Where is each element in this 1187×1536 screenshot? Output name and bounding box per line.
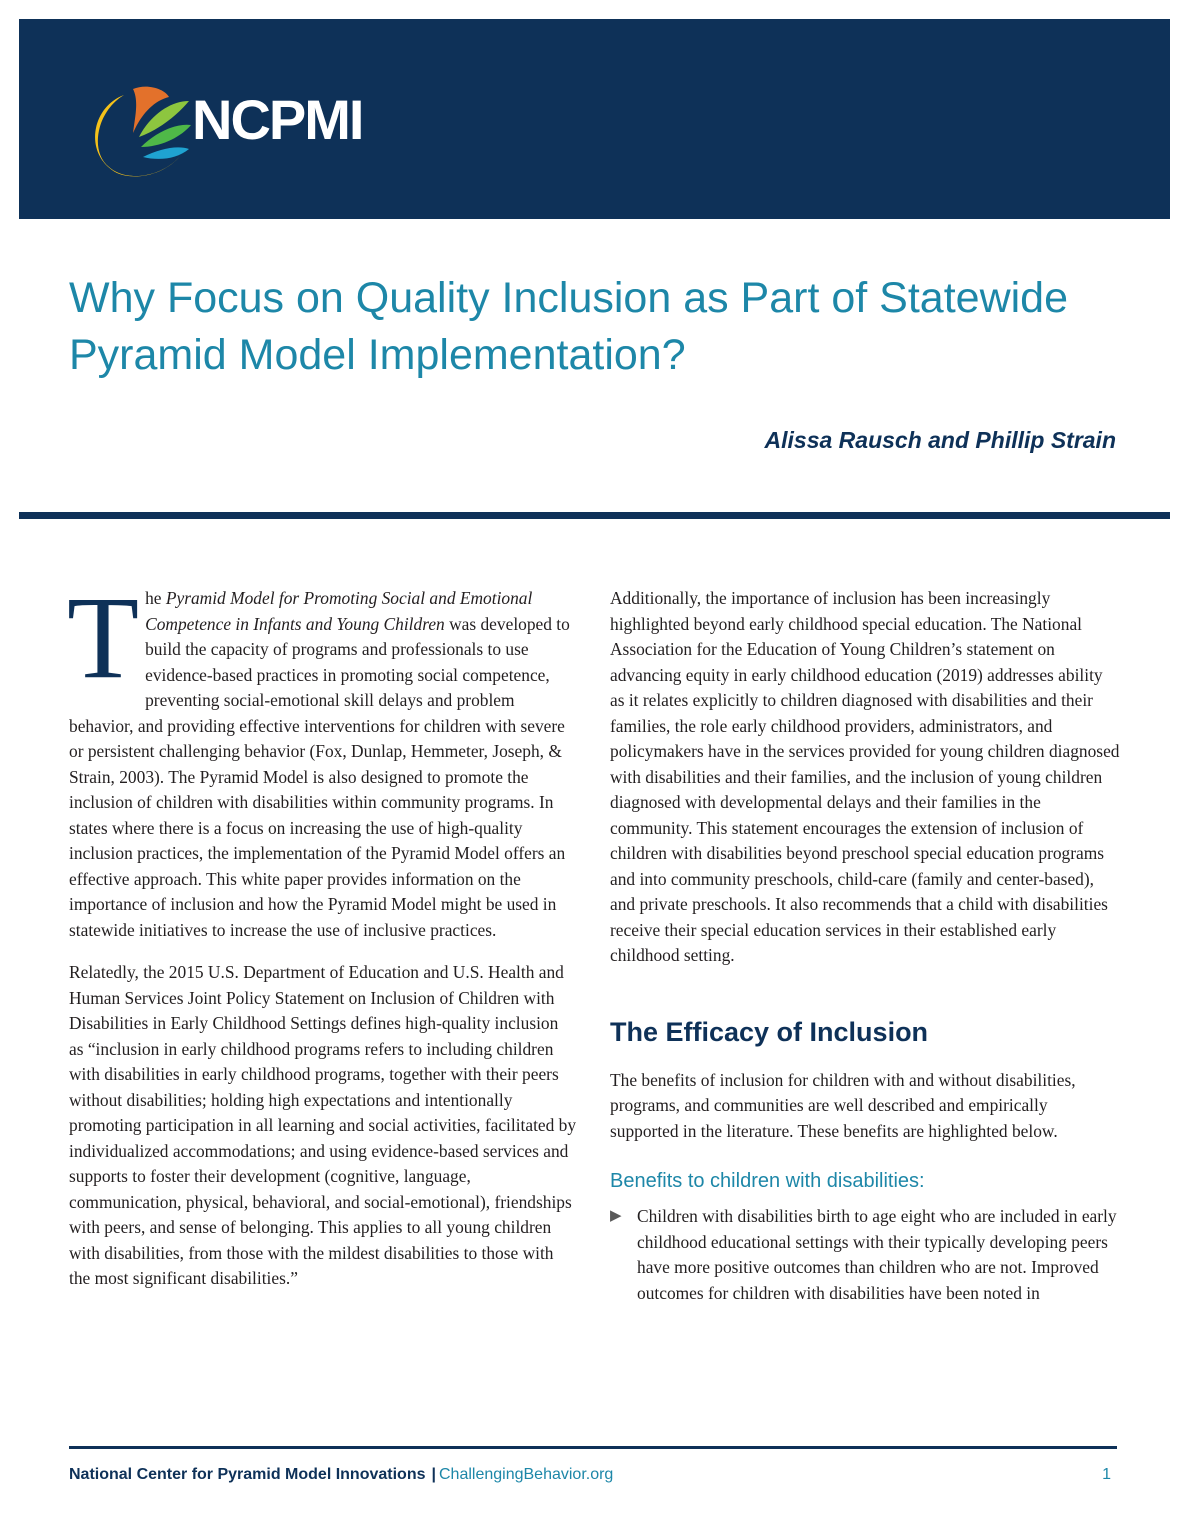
footer-org: National Center for Pyramid Model Innovations xyxy=(69,1466,426,1483)
benefits-subheading: Benefits to children with disabilities: xyxy=(610,1170,925,1192)
left-column xyxy=(67,572,577,1292)
footer-separator: | xyxy=(431,1466,436,1483)
footer-divider xyxy=(69,1446,1117,1449)
header-divider xyxy=(19,512,1170,519)
ncpmi-logo-icon xyxy=(69,67,194,192)
page-number: 1 xyxy=(1102,1466,1111,1483)
benefits-paragraph: The benefits of inclusion for children with and without disabilities, programs, and communities are well described and empirically supported in the literature. These benefits are highlighted below. xyxy=(610,1069,1076,1141)
intro-body: was developed to build the capacity of programs and professionals to use evidence-based practices in promoting social competence, preventing social-emotional skill delays and problem behavior, and providing effective interventions for children with severe or persistent challenging behavior (Fox, Dunlap, Hemmeter, Joseph, & Strain, 2003). The Pyramid Model is also designed to promote the inclusion of children with disabilities within community programs. In states where there is a focus on increasing the use of high-quality inclusion practices, the implementation of the Pyramid Model offers an effective approach. This white paper provides information on the importance of inclusion and how the Pyramid Model might be used in statewide initiatives to increase the use of inclusive practices. xyxy=(69,613,570,940)
footer-website-link[interactable]: ChallengingBehavior.org xyxy=(438,1466,614,1483)
right-column xyxy=(610,586,1120,1306)
header-banner xyxy=(19,19,1170,219)
authors-byline: Alissa Rausch and Phillip Strain xyxy=(764,427,1116,453)
footer xyxy=(69,1466,1117,1484)
intro-paragraph xyxy=(67,572,577,943)
pyramid-model-title: Pyramid Model for Promoting Social and Emotional Competence in Infants and Young Children xyxy=(145,588,533,634)
triangle-right-icon: ▶ xyxy=(610,1208,622,1224)
bullet-text: Children with disabilities birth to age eight who are included in early childhood educational settings with their typically developing peers have more positive outcomes than children who are not. Improved outcomes for children with disabilities have been noted in xyxy=(637,1206,1117,1303)
policy-paragraph: Relatedly, the 2015 U.S. Department of Education and U.S. Health and Human Services Joint Policy Statement on Inclusion of Children with Disabilities in Early Childhood Settings defines high-quality inclusion as “inclusion in early childhood programs refers to including children with disabilities in early childhood programs, together with their peers without disabilities; holding high expectations and intentionally promoting participation in all learning and social activities, facilitated by individualized accommodations; and using evidence-based services and supports to foster their development (cognitive, language, communication, physical, behavioral, and social-emotional), friendships with peers, and sense of belonging. This applies to all young children with disabilities, from those with the mildest disabilities to those with the most significant disabilities.” xyxy=(69,962,577,1288)
naeyc-paragraph: Additionally, the importance of inclusion has been increasingly highlighted beyond early childhood special education. The National Association for the Education of Young Children’s statement on advancing equity in early childhood education (2019) addresses ability as it relates explicitly to children diagnosed with disabilities and their families, the role early childhood providers, administrators, and policymakers have in the services provided for young children diagnosed with disabilities and their families, and the inclusion of young children diagnosed with developmental delays and their families in the community. This statement encourages the extension of inclusion of children with disabilities beyond preschool special education programs and into community preschools, child-care (family and center-based), and private preschools. It also recommends that a child with disabilities receive their special education services in their established early childhood setting. xyxy=(610,588,1120,965)
efficacy-heading: The Efficacy of Inclusion xyxy=(610,1016,929,1047)
intro-lead: he xyxy=(145,588,166,608)
ncpmi-wordmark: NCPMI xyxy=(192,88,363,151)
drop-cap: T xyxy=(67,572,140,703)
list-item xyxy=(610,1204,1120,1306)
page-title: Why Focus on Quality Inclusion as Part of Statewide Pyramid Model Implementation? xyxy=(69,274,1069,379)
